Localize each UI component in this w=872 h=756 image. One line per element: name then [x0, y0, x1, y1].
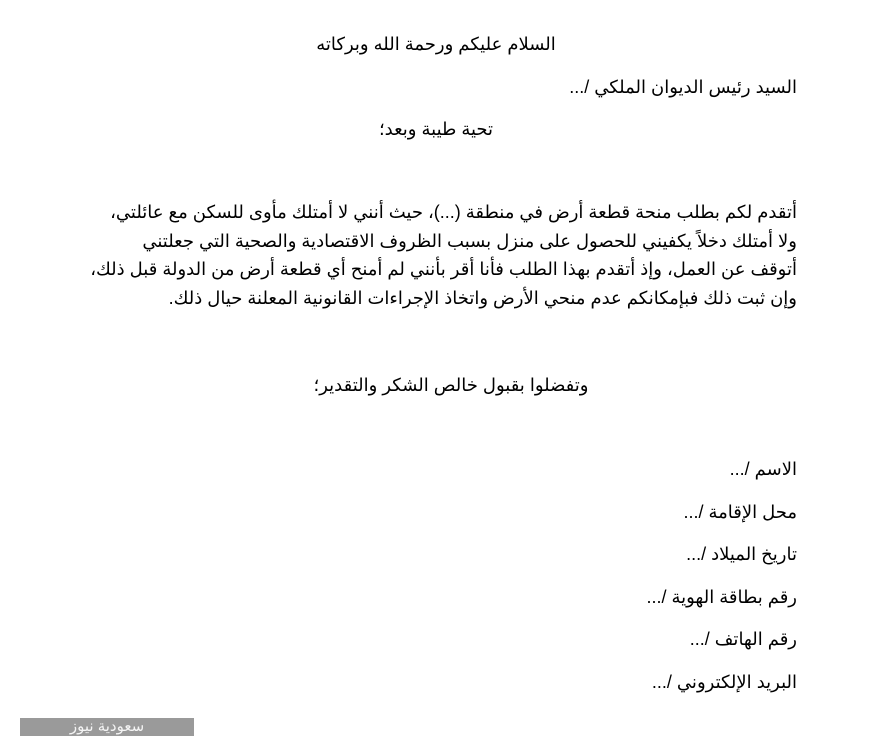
- greeting: السلام عليكم ورحمة الله وبركاته: [316, 34, 556, 54]
- field-birthdate: تاريخ الميلاد /...: [686, 544, 797, 564]
- closing: وتفضلوا بقبول خالص الشكر والتقدير؛: [313, 375, 589, 395]
- field-phone: رقم الهاتف /...: [689, 629, 797, 649]
- body-line: ولا أمتلك دخلاً يكفيني للحصول على منزل بسبب الظروف الاقتصادية والصحية التي جعلتني: [142, 230, 797, 251]
- field-email: البريد الإلكتروني /...: [651, 672, 797, 692]
- body-line: أتوقف عن العمل، وإذ أتقدم بهذا الطلب فأنا أقر بأنني لم أمنح أي قطعة أرض من الدولة قبل ذلك،: [90, 259, 797, 279]
- field-residence: محل الإقامة /...: [683, 502, 797, 522]
- body-line: وإن ثبت ذلك فبإمكانكم عدم منحي الأرض واتخاذ الإجراءات القانونية المعلنة حيال ذلك.: [168, 287, 797, 308]
- body-line: أتقدم لكم بطلب منحة قطعة أرض في منطقة (...)، حيث أنني لا أمتلك مأوى للسكن مع عائلتي،: [110, 202, 797, 222]
- field-id-number: رقم بطاقة الهوية /...: [646, 587, 797, 607]
- addressee: السيد رئيس الديوان الملكي /...: [569, 77, 797, 97]
- watermark-logo: سعودية نيوز: [20, 718, 194, 736]
- letter-body: [77, 198, 797, 312]
- field-name: الاسم /...: [729, 459, 797, 479]
- salutation: تحية طيبة وبعد؛: [378, 119, 494, 139]
